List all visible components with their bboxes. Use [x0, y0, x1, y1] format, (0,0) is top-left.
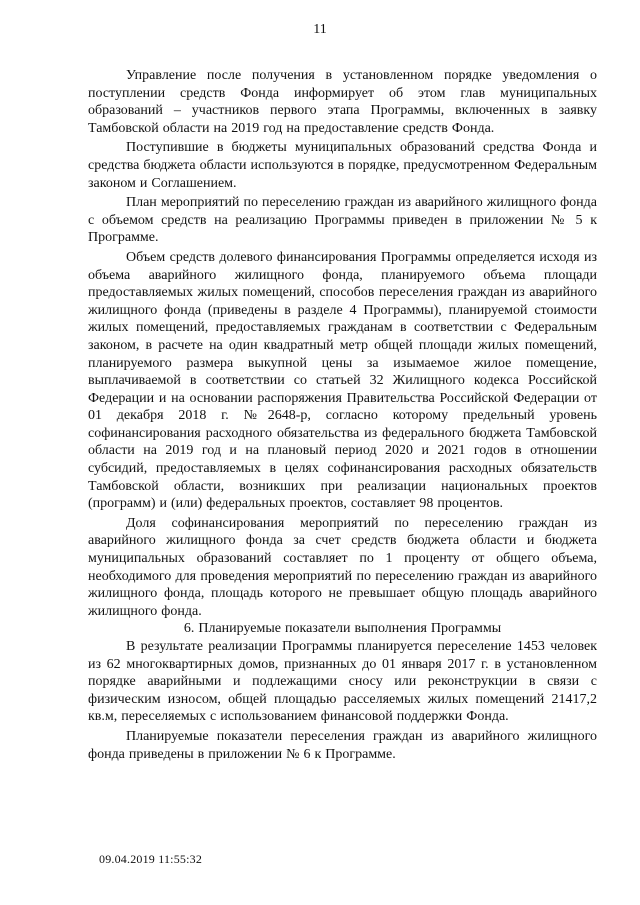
section-heading: 6. Планируемые показатели выполнения Программы — [183, 621, 502, 637]
page-number: 11 — [313, 22, 327, 37]
print-timestamp: 09.04.2019 11:55:32 — [99, 852, 203, 866]
paragraph-4: Объем средств долевого финансирования Программы определяется исходя из объема аварийного жилищного фонда, планируемого объема площади предоставляемых жилых помещений, способов переселения граждан из аварийного жилищного фонда (приведены в разделе 4 Программы), планируемой стоимости жилых помещений, предоставляемых гражданам в соответствии с Федеральным законом, в расчете на один квадратный метр общей площади жилых помещений, планируемого размера выкупной цены за изымаемое жилое помещение, выплачиваемой в соответствии со статьей 32 Жилищного кодекса Российской Федерации и на основании распоряжения Правительства Российской Федерации от 01 декабря 2018 г. №2648-р, согласно которому предельный уровень софинансирования расходного обязательства из федерального бюджета Тамбовской области на 2019 год и на плановый период 2020 и 2021 годов в отношении субсидий, предоставляемых в целях софинансирования расходных обязательств Тамбовской области, возникших при реализации национальных проектов (программ) и (или) федеральных проектов, составляет 98 процентов. — [88, 249, 597, 512]
section-paragraph-2: Планируемые показатели переселения граждан из аварийного жилищного фонда приведены в приложении № 6 к Программе. — [88, 728, 597, 762]
paragraph-5: Доля софинансирования мероприятий по переселению граждан из аварийного жилищного фонда за счет средств бюджета области и бюджета муниципальных образований составляет по 1 проценту от общего объема, необходимого для проведения мероприятий по переселению граждан из аварийного жилищного фонда, площадь которого не превышает общую площадь аварийного жилищного фонда. — [88, 515, 597, 619]
paragraph-2: Поступившие в бюджеты муниципальных образований средства Фонда и средства бюджета области используются в порядке, предусмотренном Федеральным законом и Соглашением. — [88, 140, 597, 191]
section-paragraph-1: В результате реализации Программы планируется переселение 1453 человек из 62 многоквартирных домов, признанных до 01 января 2017 г. в установленном порядке аварийными и подлежащими сносу или реконструкции в связи с физическим износом, общей площадью расселяемых жилых помещений 21417,2 кв.м, переселяемых с использованием финансовой поддержки Фонда. — [88, 639, 597, 725]
paragraph-1: Управление после получения в установленном порядке уведомления о поступлении средств Фонда информирует об этом глав муниципальных образований – участников первого этапа Программы, включенных в заявку Тамбовской области на 2019 год на предоставление средств Фонда. — [88, 68, 597, 136]
document-body — [88, 67, 597, 763]
paragraph-3: План мероприятий по переселению граждан из аварийного жилищного фонда с объемом средств на реализацию Программы приведен в приложении № 5 к Программе. — [88, 195, 597, 246]
